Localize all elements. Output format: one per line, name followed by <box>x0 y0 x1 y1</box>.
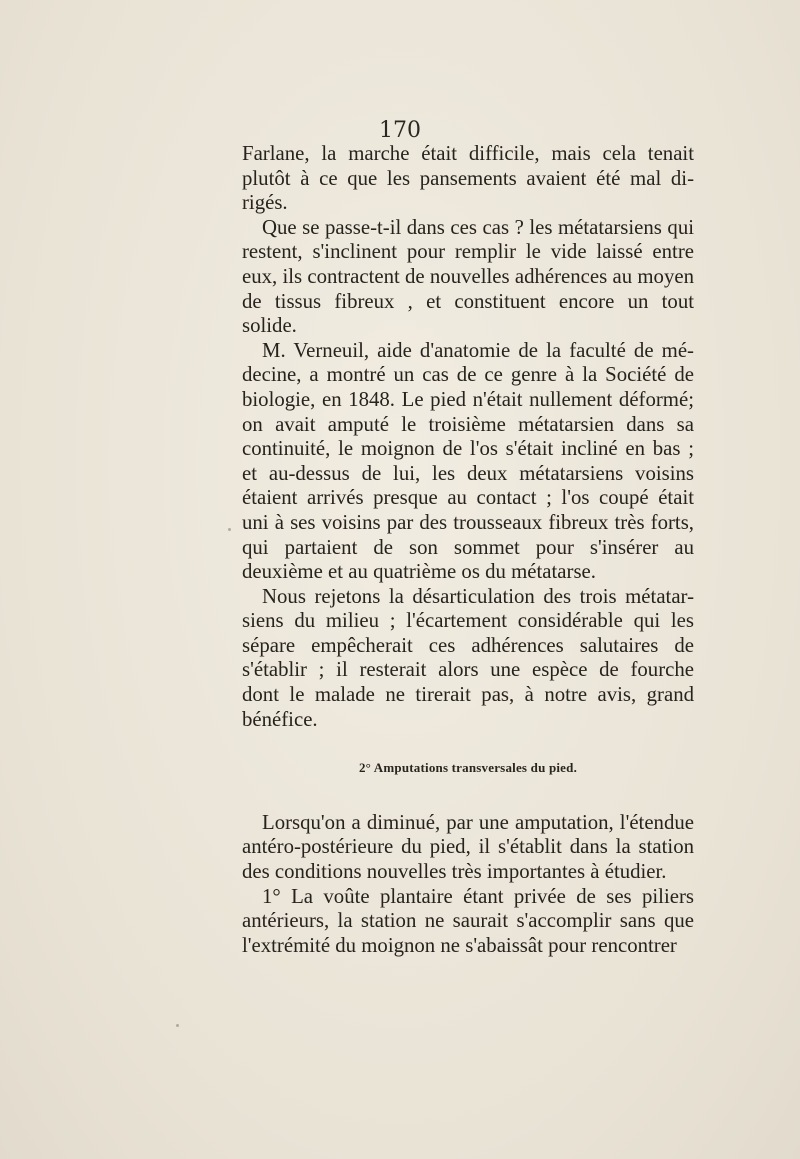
text-line: deuxième et au quatrième os du métatarse. <box>242 560 596 584</box>
text-line: siens du milieu ; l'écartement considérable qui les <box>242 609 694 633</box>
text-line: antérieurs, la station ne saurait s'accomplir sans que <box>242 909 694 933</box>
text-line: solide. <box>242 314 297 338</box>
text-line: rigés. <box>242 191 288 215</box>
text-line: et au-dessus de lui, les deux métatarsiens voisins <box>242 461 694 485</box>
text-line: de tissus fibreux , et constituent encore un tout <box>242 289 694 313</box>
text-line: decine, a montré un cas de ce genre à la Société de <box>242 363 694 387</box>
text-line: s'établir ; il resterait alors une espèce de fourche <box>242 658 694 682</box>
text-line: eux, ils contractent de nouvelles adhérences au moyen <box>242 264 694 288</box>
text-line: uni à ses voisins par des trousseaux fibreux très forts, <box>242 510 694 534</box>
paragraph <box>242 811 694 885</box>
paper-speck <box>228 528 231 531</box>
text-line: Nous rejetons la désarticulation des trois métatar- <box>262 584 694 608</box>
text-line: restent, s'inclinent pour remplir le vide laissé entre <box>242 240 694 264</box>
text-line: plutôt à ce que les pansements avaient été mal di- <box>242 166 694 190</box>
text-line: 1° La voûte plantaire étant privée de ses piliers <box>262 884 694 908</box>
text-line: bénéfice. <box>242 707 318 731</box>
text-line: on avait amputé le troisième métatarsien dans sa <box>242 412 694 436</box>
text-line: biologie, en 1848. Le pied n'était nullement déformé; <box>242 387 694 411</box>
body-text <box>242 142 694 958</box>
text-line: qui partaient de son sommet pour s'insérer au <box>242 535 694 559</box>
paragraph <box>242 142 694 216</box>
text-line: antéro-postérieure du pied, il s'établit dans la station <box>242 835 694 859</box>
text-line: dont le malade ne tirerait pas, à notre avis, grand <box>242 683 694 707</box>
paragraphs-top <box>242 142 694 732</box>
paragraph <box>242 339 694 585</box>
page-number: 170 <box>379 118 421 143</box>
paragraphs-bottom <box>242 811 694 959</box>
section-heading: 2° Amputations transversales du pied. <box>358 760 578 776</box>
text-line: des conditions nouvelles très importantes à étudier. <box>242 860 667 884</box>
paragraph <box>242 585 694 733</box>
text-line: étaient arrivés presque au contact ; l'os coupé était <box>242 486 694 510</box>
text-line: M. Verneuil, aide d'anatomie de la faculté de mé- <box>262 338 694 362</box>
text-line: Farlane, la marche était difficile, mais cela tenait <box>242 142 694 165</box>
text-line: Lorsqu'on a diminué, par une amputation, l'étendue <box>262 810 694 834</box>
text-line: l'extrémité du moignon ne s'abaissât pour rencontrer <box>242 933 677 957</box>
text-line: sépare empêcherait ces adhérences salutaires de <box>242 633 694 657</box>
paragraph <box>242 885 694 959</box>
text-line: Que se passe-t-il dans ces cas ? les métatarsiens qui <box>262 215 694 239</box>
paragraph <box>242 216 694 339</box>
paper-speck <box>176 1024 179 1027</box>
text-line: continuité, le moignon de l'os s'était incliné en bas ; <box>242 437 694 461</box>
